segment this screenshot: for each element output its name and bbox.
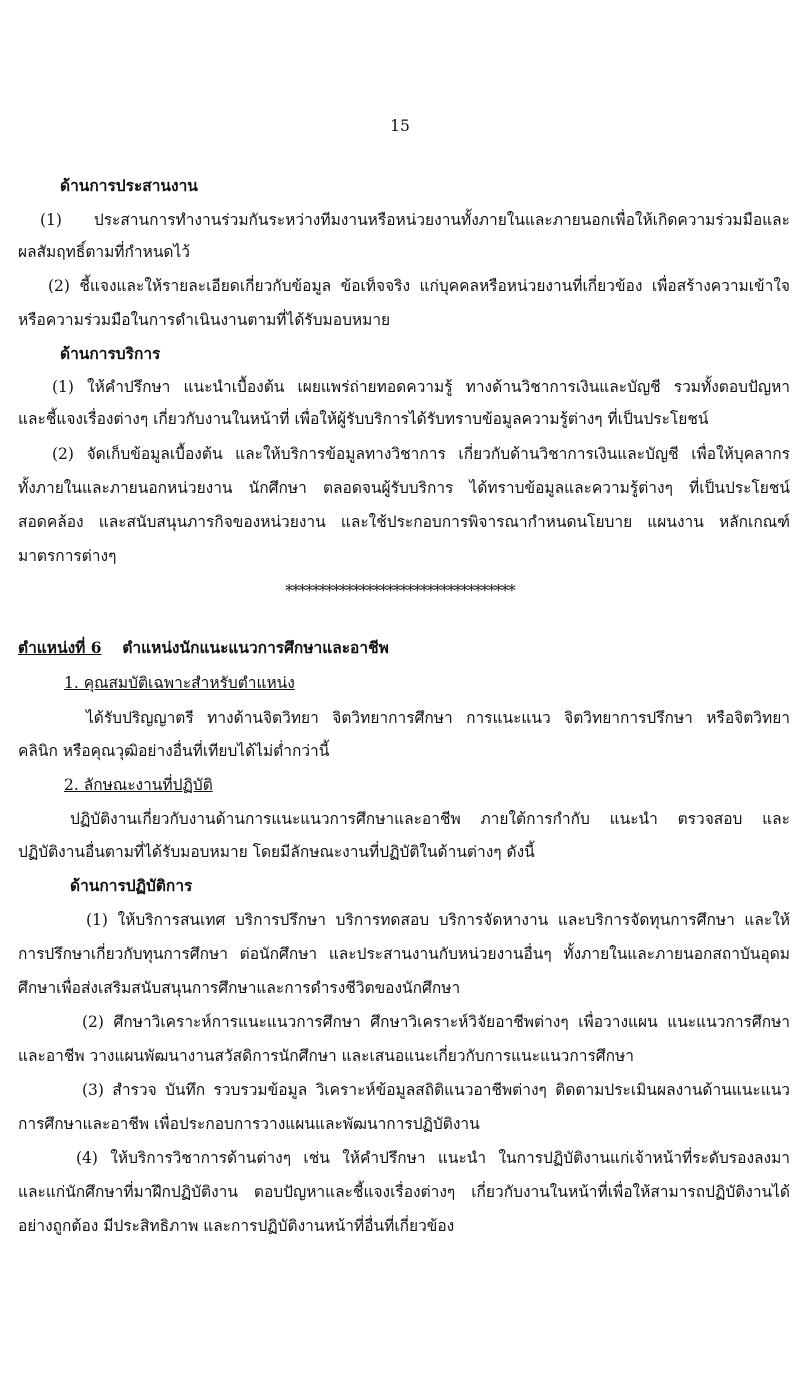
paragraph-line: อย่างถูกต้อง มีประสิทธิภาพ และการปฏิบัติงานหน้าที่อื่นที่เกี่ยวข้อง xyxy=(18,1217,455,1235)
paragraph-line: คลินิก หรือคุณวุฒิอย่างอื่นที่เทียบได้ไม่ต่ำกว่านี้ xyxy=(18,742,330,760)
paragraph-line: ผลสัมฤทธิ์ตามที่กำหนดไว้ xyxy=(18,243,190,261)
paragraph-line: ปฏิบัติงานเกี่ยวกับงานด้านการแนะแนวการศึกษาและอาชีพ ภายใต้การกำกับ แนะนำ ตรวจสอบ และ xyxy=(70,810,790,828)
paragraph-line: การศึกษาและอาชีพ เพื่อประกอบการวางแผนและพัฒนาการปฏิบัติงาน xyxy=(18,1115,480,1133)
paragraph-line: และอาชีพ วางแผนพัฒนางานสวัสดิการนักศึกษา และเสนอแนะเกี่ยวกับการแนะแนวการศึกษา xyxy=(18,1047,634,1065)
paragraph-line: สอดคล้อง และสนับสนุนภารกิจของหน่วยงาน และใช้ประกอบการพิจารณากำหนดนโยบาย แผนงาน หลักเกณฑ์ xyxy=(18,513,790,531)
paragraph-line: (1) ให้คำปรึกษา แนะนำเบื้องต้น เผยแพร่ถ่ายทอดความรู้ ทางด้านวิชาการเงินและบัญชี รวมทั้งตอบปัญหา xyxy=(52,378,790,396)
paragraph-line: และแก่นักศึกษาที่มาฝึกปฏิบัติงาน ตอบปัญหาและชี้แจงเรื่องต่างๆ เกี่ยวกับงานในหน้าที่เพื่อให้สามารถปฏิบัติงานได้ xyxy=(18,1183,790,1201)
paragraph-line: (1) ให้บริการสนเทศ บริการปรึกษา บริการทดสอบ บริการจัดหางาน และบริการจัดทุนการศึกษา และให้ xyxy=(86,911,790,929)
position-heading xyxy=(18,637,389,659)
paragraph-line: ทั้งภายในและภายนอกหน่วยงาน นักศึกษา ตลอดจนผู้รับบริการ ได้ทราบข้อมูลและความรู้ต่างๆ ที่เป็นประโยชน์ xyxy=(18,479,790,497)
position-label: ตำแหน่งที่ 6 xyxy=(18,638,102,657)
paragraph-line: หรือความร่วมมือในการดำเนินงานตามที่ได้รับมอบหมาย xyxy=(18,311,391,329)
paragraph-line: (2) ศึกษาวิเคราะห์การแนะแนวการศึกษา ศึกษาวิเคราะห์วิจัยอาชีพต่างๆ เพื่อวางแผน แนะแนวการศึกษา xyxy=(82,1013,790,1031)
paragraph-line: การปรึกษาเกี่ยวกับทุนการศึกษา ต่อนักศึกษา และประสานงานกับหน่วยงานอื่นๆ ทั้งภายในและภายนอกสถาบันอุดม xyxy=(18,945,790,963)
qualification-heading: 1. คุณสมบัติเฉพาะสำหรับตำแหน่ง xyxy=(64,674,295,692)
paragraph-line: (2) จัดเก็บข้อมูลเบื้องต้น และให้บริการข้อมูลทางวิชาการ เกี่ยวกับด้านวิชาการเงินและบัญชี เพื่อให้บุคลากร xyxy=(52,445,790,463)
paragraph-line: ได้รับปริญญาตรี ทางด้านจิตวิทยา จิตวิทยาการศึกษา การแนะแนว จิตวิทยาการปรึกษา หรือจิตวิทยา xyxy=(86,709,790,727)
paragraph-line: (3) สำรวจ บันทึก รวบรวมข้อมูล วิเคราะห์ข้อมูลสถิติแนวอาชีพต่างๆ ติดตามประเมินผลงานด้านแนะแนว xyxy=(82,1081,790,1099)
paragraph-line: (1) ประสานการทำงานร่วมกันระหว่างทีมงานหรือหน่วยงานทั้งภายในและภายนอกเพื่อให้เกิดความร่วมมือและ xyxy=(40,211,790,229)
paragraph-line: มาตรการต่างๆ xyxy=(18,547,117,565)
separator-stars: ********************************** xyxy=(285,582,515,600)
paragraph-line: (2) ชี้แจงและให้รายละเอียดเกี่ยวกับข้อมูล ข้อเท็จจริง แก่บุคคลหรือหน่วยงานที่เกี่ยวข้อง เพื่อสร้างความเข้าใจ xyxy=(48,277,790,295)
section-heading-operations: ด้านการปฏิบัติการ xyxy=(70,876,193,895)
paragraph-line: ศึกษาเพื่อส่งเสริมสนับสนุนการศึกษาและการดำรงชีวิตของนักศึกษา xyxy=(18,979,461,997)
duty-heading: 2. ลักษณะงานที่ปฏิบัติ xyxy=(64,776,213,794)
paragraph-line: ปฏิบัติงานอื่นตามที่ได้รับมอบหมาย โดยมีลักษณะงานที่ปฏิบัติในด้านต่างๆ ดังนี้ xyxy=(18,843,535,861)
page-number: 15 xyxy=(390,117,410,135)
position-title: ตำแหน่งนักแนะแนวการศึกษาและอาชีพ xyxy=(122,638,389,657)
section-heading-service: ด้านการบริการ xyxy=(60,344,161,363)
paragraph-line: (4) ให้บริการวิชาการด้านต่างๆ เช่น ให้คำปรึกษา แนะนำ ในการปฏิบัติงานแก่เจ้าหน้าที่ระดับรองลงมา xyxy=(76,1149,790,1167)
paragraph-line: และชี้แจงเรื่องต่างๆ เกี่ยวกับงานในหน้าที่ เพื่อให้ผู้รับบริการได้รับทราบข้อมูลความรู้ต่างๆ ที่เป็นประโยชน์ xyxy=(18,410,709,428)
section-heading-coordination: ด้านการประสานงาน xyxy=(60,176,198,195)
